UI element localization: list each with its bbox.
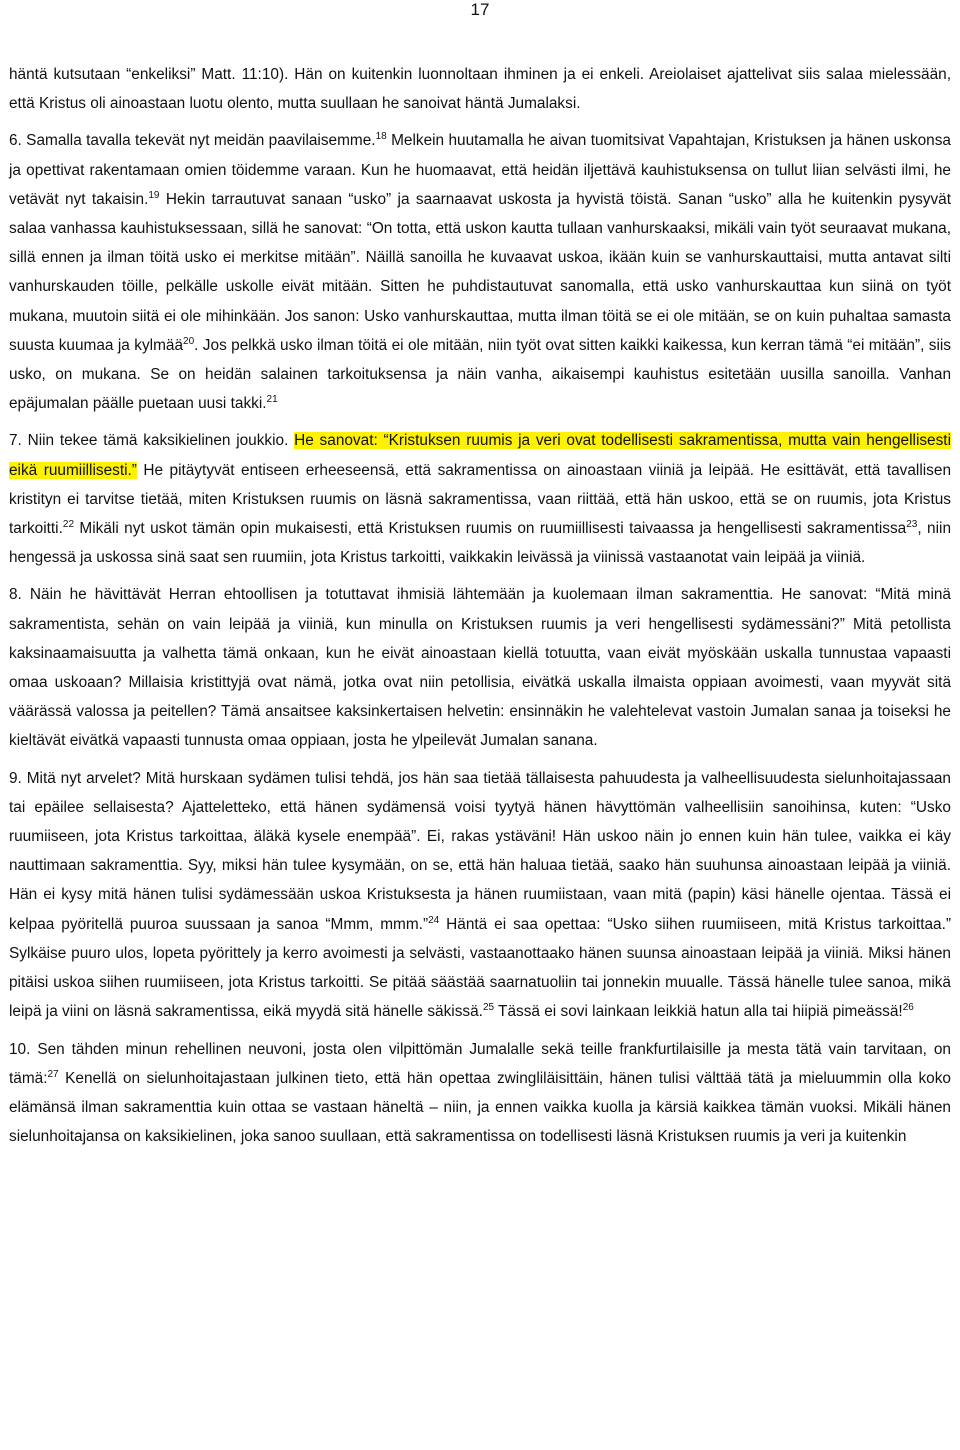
text-run: He pitäytyvät entiseen erheeseensä, että sakramentissa on ainoastaan viiniä ja leipää. He esittävät, että tavallisen kristityn ei tarvitse tietää, miten Kristuksen ruumis on läsnä sakramentissa, vaan riittää, että hän uskoo, että se on ruumis, jota Kristus tarkoitti. — [9, 461, 952, 538]
text-run: 8. Näin he hävittävät Herran ehtoollisen ja totuttavat ihmisiä lähtemään ja kuolemaan ilman sakramenttia. He sanovat: “Mitä minä sakramentista, sehän on vain leipää ja viiniä, kun minulla on Kristuksen ruumis ja veri hengellisesti sydämessäni?” Mitä petollista kaksinaamaisuutta ja valhetta tämä onkaan, kun he eivät ainoastaan kiellä totuutta, vaan eivät myöskään uskalla tunnustaa vapaasti omaa uskoaan? Millaisia kristittyjä ovat nämä, jotka ovat niin petollisia, eivätkä uskalla ilmaista oppiaan avoimesti, vaan myyvät sitä väärässä valossa ja peitellen? Tämä ansaitsee kaksinkertaisen helvetin: ensinnäkin he valehtelevat vastoin Jumalan sanaa ja toiseksi he kieltävät eivätkä vapaasti tunnusta omaa oppiaan, josta he ylpeilevät Jumalan sanana. — [9, 586, 951, 750]
paragraph — [9, 580, 951, 755]
text-run: Häntä ei saa opettaa: “Usko siihen ruumiiseen, mitä Kristus tarkoittaa.” Sylkäise puuro ulos, lopeta pyörittely ja kerro avoimesti ja selvästi, vastaanottaako hänen suunsa ainoastaan leipää ja viiniä. Miksi hänen pitäisi uskoa siihen ruumiiseen, jota Kristus tarkoitti. Se pitää säästää saarnatuoliin tai jonnekin muualle. Tässä hänelle tulee sanoa, mikä leipä ja viini on läsnä sakramentissa, eikä myydä sitä hänelle säkissä. — [9, 915, 952, 1021]
text-run: Hekin tarrautuvat sanaan “usko” ja saarnaavat uskosta ja hyvistä töistä. Sanan “usko” alla he kuitenkin pysyvät salaa vanhassa kauhistuksessaan, sillä he sanovat: “On totta, että uskon kautta tullaan vanhurskaaksi, mikäli vain työt seuraavat mukana, sillä ennen ja ilman töitä usko ei merkitse mitään”. Näillä sanoilla he kuvaavat uskoa, ikään kuin se vanhurskauttaisi, mutta antavat silti vanhurskauden töille, pelkälle uskolle eivät mitään. Sitten he puhdistautuvat sanomalla, että usko vanhurskauttaa kun siinä on työt mukana, muutoin siitä ei ole mihinkään. Jos sanon: Usko vanhurskauttaa, mutta ilman töitä se ei ole mitään, se on kuin puhaltaa samasta suusta kuumaa ja kylmää — [9, 190, 951, 354]
text-run: 10. Sen tähden minun rehellinen neuvoni, josta olen vilpittömän Jumalalle sekä teille frankfurtilaisille ja mesta tätä vain tarvitaan, on tämä: — [9, 1040, 951, 1087]
text-run: Tässä ei sovi lainkaan leikkiä hatun alla tai hiipiä pimeässä! — [494, 1003, 903, 1021]
footnote-ref: 23 — [906, 519, 918, 531]
footnote-ref: 19 — [148, 189, 160, 201]
footnote-ref: 27 — [47, 1068, 59, 1080]
body-text — [9, 60, 951, 1159]
footnote-ref: 20 — [183, 335, 195, 347]
footnote-ref: 26 — [902, 1002, 914, 1014]
paragraph — [9, 1035, 951, 1152]
text-run: , niin hengessä ja uskossa sinä saat sen ruumiin, jota Kristus tarkoitti, vaikkakin leivässä ja viinissä vastaanotat vain leipää ja viiniä. — [9, 520, 952, 567]
paragraph — [9, 60, 951, 118]
text-run: Mikäli nyt uskot tämän opin mukaisesti, että Kristuksen ruumis on ruumiillisesti taivaassa ja hengellisesti sakramentissa — [74, 520, 907, 538]
footnote-ref: 18 — [375, 131, 387, 143]
footnote-ref: 21 — [266, 394, 278, 406]
paragraph — [9, 764, 951, 1027]
footnote-ref: 25 — [482, 1002, 495, 1014]
text-run: Kenellä on sielunhoitajastaan julkinen tieto, että hän opettaa zwingliläisittäin, hänen tulisi välttää tätä ja mieluummin olla koko elämänsä ilman sakramenttia kuin ottaa se vastaan häneltä – niin, ja ennen vaikka kuolla ja kärsiä kaikkea tämän vuoksi. Mikäli hänen sielunhoitajansa on kaksikielinen, joka sanoo suullaan, että sakramentissa on todellisesti läsnä Kristuksen ruumis ja veri ja kuitenkin — [9, 1069, 951, 1146]
paragraph — [9, 126, 951, 418]
text-run: 6. Samalla tavalla tekevät nyt meidän paavilaisemme. — [9, 132, 376, 150]
text-run: häntä kutsutaan “enkeliksi” Matt. 11:10). Hän on kuitenkin luonnoltaan ihminen ja ei enkeli. Areiolaiset ajattelivat siis salaa mielessään, että Kristus oli ainoastaan luotu olento, mutta suullaan he sanoivat häntä Jumalaksi. — [9, 66, 951, 113]
highlighted-text: He sanovat: “Kristuksen ruumis ja veri ovat todellisesti sakramentissa, mutta vain hengellisesti eikä ruumiillisesti.” — [9, 432, 952, 479]
footnote-ref: 24 — [428, 914, 440, 926]
text-run: 9. Mitä nyt arvelet? Mitä hurskaan sydämen tulisi tehdä, jos hän saa tietää tällaisesta pahuudesta ja valheellisuudesta sielunhoitajassaan tai epäilee sellaisesta? Ajatteletteko, että hänen sydämensä voisi tyytyä hänen hävyttömän valheellisiin sanoihinsa, kuten: “Usko ruumiiseen, jota Kristus tarkoittaa, äläkä kysele enempää”. Ei, rakas ystäväni! Hän uskoo näin jo ennen kuin hän tulee, vaikka ei käy nauttimaan sakramenttia. Syy, miksi hän tulee kysymään, on se, että hän haluaa tietää, saako hän suuhunsa ainoastaan leipää ja viiniä. Hän ei kysy mitä hänen tulisi sydämessään uskoa Kristuksesta ja hänen ruumiistaan, vaan mitä (papin) käsi hänelle ojentaa. Tässä ei kelpaa pyöritellä puuroa suussaan ja sanoa “Mmm, mmm.” — [9, 769, 951, 933]
footnote-ref: 22 — [62, 519, 75, 531]
page-number: 17 — [470, 0, 490, 19]
text-run: 7. Niin tekee tämä kaksikielinen joukkio. — [9, 432, 295, 450]
text-run: . Jos pelkkä usko ilman töitä ei ole mitään, niin työt ovat sitten kaikki kaikessa, kun kerran tämä “ei mitään”, siis usko, on mukana. Se on heidän salainen tarkoituksensa ja näin vanha, aikaisempi kauhistus esitetään uusilla sanoilla. Vanhan epäjumalan päälle puetaan uusi takki. — [9, 336, 951, 413]
text-run: Melkein huutamalla he aivan tuomitsivat Vapahtajan, Kristuksen ja hänen uskonsa ja opettivat rakentamaan omien töidemme varaan. Kun he huomaavat, että heidän iljettävä kauhistuksensa on tullut liian selvästi ilmi, he vetävät nyt takaisin. — [9, 132, 951, 208]
paragraph — [9, 426, 951, 572]
